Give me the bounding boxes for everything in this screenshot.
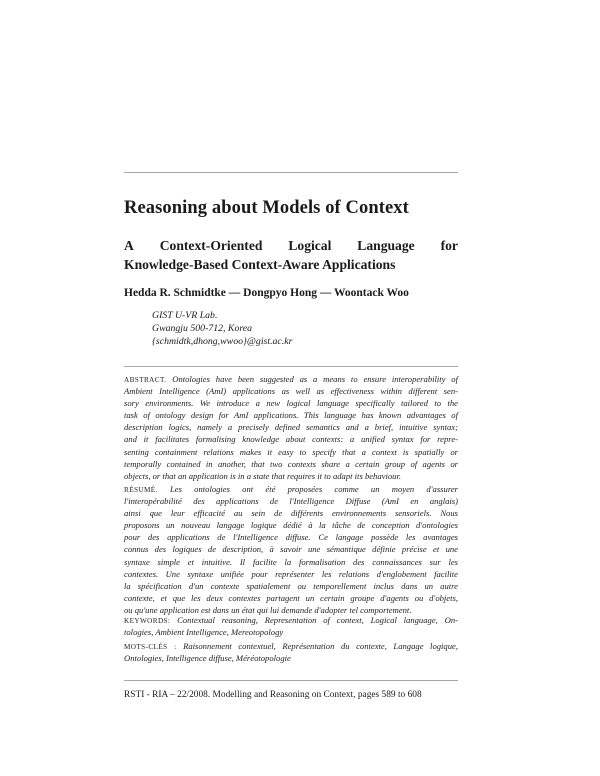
- subtitle-word: for: [440, 238, 458, 253]
- abstract-line: objects, or that an application is in a state that requires it to adapt its behaviour.: [124, 470, 401, 481]
- resume-line: la spécification d'un contexte spatialement ou temporellement inclus dans un autre: [124, 580, 458, 591]
- affiliation-city: Gwangju 500-712, Korea: [152, 323, 253, 335]
- resume-line: l'interopérabilité des applications de l'Intelligence Diffuse (AmI en anglais): [124, 496, 458, 507]
- abstract-line: senting containment relations makes it easy to specify that a context is spatially or: [124, 446, 458, 457]
- resume-label: RÉSUMÉ.: [124, 486, 158, 494]
- footer-rule: [124, 680, 458, 681]
- abstract-line: temporally contained in another, that two contexts share a certain group of agents or: [124, 458, 458, 469]
- abstract-line: task of ontology design for AmI applications. This language has known advantages of: [124, 410, 458, 421]
- subtitle-word: Context-Oriented: [159, 238, 263, 253]
- abstract-rule: [124, 366, 458, 367]
- resume-line: contexte, et que les deux contextes partagent un certain groupe d'agents ou d'objets,: [124, 592, 458, 603]
- resume-line: contextes. Une syntaxe unifiée pour représenter les relations d'englobement facilite: [124, 568, 458, 579]
- resume-line: syntaxe simple et intuitive. Il facilite la formalisation des connaissances sur les: [124, 556, 458, 567]
- subtitle-line-2: Knowledge-Based Context-Aware Applications: [124, 257, 396, 272]
- abstract: [124, 373, 458, 482]
- subtitle-word: A: [124, 238, 134, 253]
- top-rule: [124, 172, 458, 173]
- mots-cles-label: MOTS-CLÉS :: [124, 643, 177, 651]
- affiliation-lab: GIST U-VR Lab.: [152, 310, 218, 321]
- affiliation: [152, 309, 452, 349]
- subtitle-line-1: [124, 236, 458, 255]
- subtitle-word: Language: [357, 238, 415, 253]
- author-list: Hedda R. Schmidtke — Dongpyo Hong — Woontack Woo: [124, 287, 409, 299]
- resume-line: proposons un nouveau langage logique dédié à la tâche de conception d'ontologies: [124, 520, 458, 531]
- mots-cles-line: Raisonnement contextuel, Représentation du contexte, Langage logique,: [183, 641, 458, 651]
- abstract-line: sory environments. We introduce a new logical language specifically tailored to the: [124, 398, 458, 409]
- abstract-line: description logics, namely a precisely defined semantics and a brief, intuitive syntax;: [124, 422, 458, 433]
- mots-cles-line: Ontologies, Intelligence diffuse, Méréotopologie: [124, 653, 291, 664]
- paper-title: Reasoning about Models of Context: [124, 198, 409, 218]
- resume-line: pour des applications de l'Intelligence diffuse. Ce langage possède les avantages: [124, 532, 458, 543]
- abstract-line: Ambient Intelligence (AmI) applications as well as effectiveness within different sen-: [124, 386, 458, 397]
- resume-line: connus des logiques de description, à savoir une sémantique définie précise et une: [124, 544, 458, 555]
- journal-footer: RSTI - RIA – 22/2008. Modelling and Reasoning on Context, pages 589 to 608: [124, 690, 422, 700]
- keywords-line: tologies, Ambient Intelligence, Mereotopology: [124, 627, 284, 638]
- keywords-label: KEYWORDS:: [124, 617, 171, 625]
- subtitle-word: Logical: [288, 238, 332, 253]
- resume-line: ainsi que leur efficacité au sein de différents environnements sensoriels. Nous: [124, 508, 458, 519]
- resume-line: ou qu'une application est dans un état qui lui demande d'adopter tel comportement.: [124, 604, 412, 615]
- resume: [124, 483, 458, 616]
- abstract-line: and it facilitates formalising knowledge about contexts: a unified syntax for repre-: [124, 434, 458, 445]
- paper-subtitle: [124, 236, 458, 274]
- abstract-line: Ontologies have been suggested as a means to ensure interoperability of: [172, 374, 458, 384]
- resume-line: Les ontologies ont été proposées comme un moyen d'assurer: [170, 484, 459, 494]
- keywords: [124, 614, 458, 638]
- affiliation-email: {schmidtk,dhong,wwoo}@gist.ac.kr: [152, 336, 293, 348]
- abstract-label: ABSTRACT.: [124, 376, 167, 384]
- keywords-line: Contextual reasoning, Representation of context, Logical language, On-: [177, 615, 458, 625]
- mots-cles: [124, 640, 458, 664]
